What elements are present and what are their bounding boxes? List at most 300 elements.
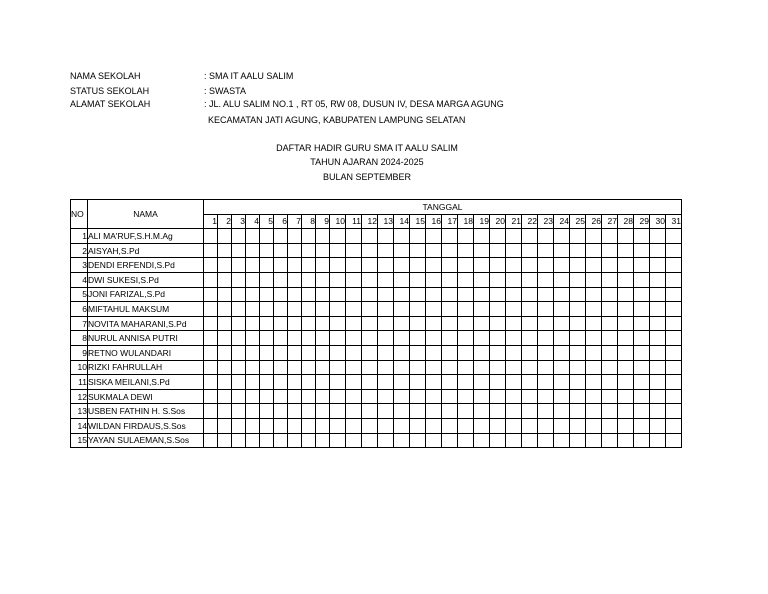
attendance-cell[interactable] bbox=[204, 229, 218, 244]
attendance-cell[interactable] bbox=[554, 316, 570, 331]
attendance-cell[interactable] bbox=[490, 258, 506, 273]
attendance-cell[interactable] bbox=[346, 433, 362, 448]
attendance-cell[interactable] bbox=[570, 433, 586, 448]
attendance-cell[interactable] bbox=[602, 375, 618, 390]
attendance-cell[interactable] bbox=[618, 404, 634, 419]
attendance-cell[interactable] bbox=[246, 345, 260, 360]
attendance-cell[interactable] bbox=[634, 389, 650, 404]
attendance-cell[interactable] bbox=[316, 258, 330, 273]
attendance-cell[interactable] bbox=[288, 272, 302, 287]
attendance-cell[interactable] bbox=[260, 433, 274, 448]
attendance-cell[interactable] bbox=[490, 404, 506, 419]
attendance-cell[interactable] bbox=[246, 389, 260, 404]
attendance-cell[interactable] bbox=[246, 433, 260, 448]
attendance-cell[interactable] bbox=[232, 287, 246, 302]
attendance-cell[interactable] bbox=[538, 331, 554, 346]
attendance-cell[interactable] bbox=[586, 229, 602, 244]
attendance-cell[interactable] bbox=[378, 375, 394, 390]
attendance-cell[interactable] bbox=[554, 360, 570, 375]
attendance-cell[interactable] bbox=[474, 302, 490, 317]
attendance-cell[interactable] bbox=[394, 360, 410, 375]
attendance-cell[interactable] bbox=[506, 345, 522, 360]
attendance-cell[interactable] bbox=[506, 360, 522, 375]
attendance-cell[interactable] bbox=[362, 316, 378, 331]
attendance-cell[interactable] bbox=[538, 229, 554, 244]
attendance-cell[interactable] bbox=[458, 302, 474, 317]
attendance-cell[interactable] bbox=[602, 302, 618, 317]
attendance-cell[interactable] bbox=[554, 418, 570, 433]
attendance-cell[interactable] bbox=[232, 360, 246, 375]
attendance-cell[interactable] bbox=[634, 331, 650, 346]
attendance-cell[interactable] bbox=[538, 375, 554, 390]
attendance-cell[interactable] bbox=[442, 375, 458, 390]
attendance-cell[interactable] bbox=[410, 404, 426, 419]
attendance-cell[interactable] bbox=[302, 302, 316, 317]
attendance-cell[interactable] bbox=[586, 360, 602, 375]
attendance-cell[interactable] bbox=[618, 389, 634, 404]
attendance-cell[interactable] bbox=[618, 243, 634, 258]
attendance-cell[interactable] bbox=[522, 389, 538, 404]
attendance-cell[interactable] bbox=[426, 375, 442, 390]
attendance-cell[interactable] bbox=[330, 433, 346, 448]
attendance-cell[interactable] bbox=[570, 418, 586, 433]
attendance-cell[interactable] bbox=[410, 229, 426, 244]
attendance-cell[interactable] bbox=[634, 433, 650, 448]
attendance-cell[interactable] bbox=[666, 331, 682, 346]
attendance-cell[interactable] bbox=[330, 258, 346, 273]
attendance-cell[interactable] bbox=[378, 389, 394, 404]
attendance-cell[interactable] bbox=[570, 360, 586, 375]
attendance-cell[interactable] bbox=[666, 302, 682, 317]
attendance-cell[interactable] bbox=[634, 229, 650, 244]
attendance-cell[interactable] bbox=[602, 243, 618, 258]
attendance-cell[interactable] bbox=[538, 418, 554, 433]
attendance-cell[interactable] bbox=[410, 272, 426, 287]
attendance-cell[interactable] bbox=[522, 287, 538, 302]
attendance-cell[interactable] bbox=[426, 345, 442, 360]
attendance-cell[interactable] bbox=[650, 331, 666, 346]
attendance-cell[interactable] bbox=[602, 229, 618, 244]
attendance-cell[interactable] bbox=[490, 433, 506, 448]
attendance-cell[interactable] bbox=[274, 360, 288, 375]
attendance-cell[interactable] bbox=[232, 258, 246, 273]
attendance-cell[interactable] bbox=[260, 345, 274, 360]
attendance-cell[interactable] bbox=[506, 418, 522, 433]
attendance-cell[interactable] bbox=[586, 345, 602, 360]
attendance-cell[interactable] bbox=[330, 345, 346, 360]
attendance-cell[interactable] bbox=[394, 316, 410, 331]
attendance-cell[interactable] bbox=[274, 287, 288, 302]
attendance-cell[interactable] bbox=[288, 433, 302, 448]
attendance-cell[interactable] bbox=[302, 258, 316, 273]
attendance-cell[interactable] bbox=[506, 229, 522, 244]
attendance-cell[interactable] bbox=[232, 433, 246, 448]
attendance-cell[interactable] bbox=[618, 272, 634, 287]
attendance-cell[interactable] bbox=[522, 331, 538, 346]
attendance-cell[interactable] bbox=[260, 404, 274, 419]
attendance-cell[interactable] bbox=[458, 229, 474, 244]
attendance-cell[interactable] bbox=[634, 272, 650, 287]
attendance-cell[interactable] bbox=[666, 258, 682, 273]
attendance-cell[interactable] bbox=[316, 316, 330, 331]
attendance-cell[interactable] bbox=[458, 433, 474, 448]
attendance-cell[interactable] bbox=[634, 243, 650, 258]
attendance-cell[interactable] bbox=[570, 287, 586, 302]
attendance-cell[interactable] bbox=[218, 287, 232, 302]
attendance-cell[interactable] bbox=[394, 243, 410, 258]
attendance-cell[interactable] bbox=[362, 418, 378, 433]
attendance-cell[interactable] bbox=[490, 316, 506, 331]
attendance-cell[interactable] bbox=[410, 433, 426, 448]
attendance-cell[interactable] bbox=[204, 331, 218, 346]
attendance-cell[interactable] bbox=[634, 375, 650, 390]
attendance-cell[interactable] bbox=[260, 316, 274, 331]
attendance-cell[interactable] bbox=[602, 404, 618, 419]
attendance-cell[interactable] bbox=[458, 345, 474, 360]
attendance-cell[interactable] bbox=[522, 229, 538, 244]
attendance-cell[interactable] bbox=[288, 302, 302, 317]
attendance-cell[interactable] bbox=[288, 360, 302, 375]
attendance-cell[interactable] bbox=[362, 272, 378, 287]
attendance-cell[interactable] bbox=[346, 272, 362, 287]
attendance-cell[interactable] bbox=[274, 258, 288, 273]
attendance-cell[interactable] bbox=[650, 316, 666, 331]
attendance-cell[interactable] bbox=[218, 302, 232, 317]
attendance-cell[interactable] bbox=[570, 302, 586, 317]
attendance-cell[interactable] bbox=[316, 360, 330, 375]
attendance-cell[interactable] bbox=[458, 316, 474, 331]
attendance-cell[interactable] bbox=[204, 345, 218, 360]
attendance-cell[interactable] bbox=[458, 258, 474, 273]
attendance-cell[interactable] bbox=[666, 433, 682, 448]
attendance-cell[interactable] bbox=[666, 287, 682, 302]
attendance-cell[interactable] bbox=[378, 360, 394, 375]
attendance-cell[interactable] bbox=[378, 287, 394, 302]
attendance-cell[interactable] bbox=[316, 243, 330, 258]
attendance-cell[interactable] bbox=[442, 360, 458, 375]
attendance-cell[interactable] bbox=[634, 404, 650, 419]
attendance-cell[interactable] bbox=[618, 316, 634, 331]
attendance-cell[interactable] bbox=[218, 418, 232, 433]
attendance-cell[interactable] bbox=[346, 287, 362, 302]
attendance-cell[interactable] bbox=[506, 316, 522, 331]
attendance-cell[interactable] bbox=[570, 331, 586, 346]
attendance-cell[interactable] bbox=[426, 243, 442, 258]
attendance-cell[interactable] bbox=[246, 258, 260, 273]
attendance-cell[interactable] bbox=[618, 375, 634, 390]
attendance-cell[interactable] bbox=[274, 331, 288, 346]
attendance-cell[interactable] bbox=[302, 229, 316, 244]
attendance-cell[interactable] bbox=[362, 258, 378, 273]
attendance-cell[interactable] bbox=[474, 418, 490, 433]
attendance-cell[interactable] bbox=[232, 316, 246, 331]
attendance-cell[interactable] bbox=[330, 229, 346, 244]
attendance-cell[interactable] bbox=[538, 243, 554, 258]
attendance-cell[interactable] bbox=[204, 404, 218, 419]
attendance-cell[interactable] bbox=[490, 418, 506, 433]
attendance-cell[interactable] bbox=[586, 433, 602, 448]
attendance-cell[interactable] bbox=[218, 272, 232, 287]
attendance-cell[interactable] bbox=[378, 404, 394, 419]
attendance-cell[interactable] bbox=[204, 243, 218, 258]
attendance-cell[interactable] bbox=[442, 302, 458, 317]
attendance-cell[interactable] bbox=[426, 404, 442, 419]
attendance-cell[interactable] bbox=[330, 404, 346, 419]
attendance-cell[interactable] bbox=[274, 433, 288, 448]
attendance-cell[interactable] bbox=[260, 331, 274, 346]
attendance-cell[interactable] bbox=[650, 389, 666, 404]
attendance-cell[interactable] bbox=[474, 375, 490, 390]
attendance-cell[interactable] bbox=[232, 345, 246, 360]
attendance-cell[interactable] bbox=[410, 360, 426, 375]
attendance-cell[interactable] bbox=[634, 316, 650, 331]
attendance-cell[interactable] bbox=[490, 389, 506, 404]
attendance-cell[interactable] bbox=[490, 287, 506, 302]
attendance-cell[interactable] bbox=[394, 404, 410, 419]
attendance-cell[interactable] bbox=[218, 360, 232, 375]
attendance-cell[interactable] bbox=[362, 243, 378, 258]
attendance-cell[interactable] bbox=[218, 243, 232, 258]
attendance-cell[interactable] bbox=[570, 375, 586, 390]
attendance-cell[interactable] bbox=[410, 258, 426, 273]
attendance-cell[interactable] bbox=[442, 316, 458, 331]
attendance-cell[interactable] bbox=[346, 375, 362, 390]
attendance-cell[interactable] bbox=[522, 404, 538, 419]
attendance-cell[interactable] bbox=[538, 272, 554, 287]
attendance-cell[interactable] bbox=[302, 243, 316, 258]
attendance-cell[interactable] bbox=[316, 433, 330, 448]
attendance-cell[interactable] bbox=[602, 433, 618, 448]
attendance-cell[interactable] bbox=[316, 389, 330, 404]
attendance-cell[interactable] bbox=[260, 389, 274, 404]
attendance-cell[interactable] bbox=[246, 418, 260, 433]
attendance-cell[interactable] bbox=[442, 418, 458, 433]
attendance-cell[interactable] bbox=[522, 302, 538, 317]
attendance-cell[interactable] bbox=[362, 287, 378, 302]
attendance-cell[interactable] bbox=[274, 375, 288, 390]
attendance-cell[interactable] bbox=[426, 331, 442, 346]
attendance-cell[interactable] bbox=[586, 272, 602, 287]
attendance-cell[interactable] bbox=[362, 433, 378, 448]
attendance-cell[interactable] bbox=[586, 316, 602, 331]
attendance-cell[interactable] bbox=[474, 316, 490, 331]
attendance-cell[interactable] bbox=[274, 272, 288, 287]
attendance-cell[interactable] bbox=[246, 243, 260, 258]
attendance-cell[interactable] bbox=[650, 287, 666, 302]
attendance-cell[interactable] bbox=[554, 258, 570, 273]
attendance-cell[interactable] bbox=[506, 331, 522, 346]
attendance-cell[interactable] bbox=[506, 302, 522, 317]
attendance-cell[interactable] bbox=[586, 404, 602, 419]
attendance-cell[interactable] bbox=[302, 404, 316, 419]
attendance-cell[interactable] bbox=[260, 287, 274, 302]
attendance-cell[interactable] bbox=[602, 360, 618, 375]
attendance-cell[interactable] bbox=[506, 375, 522, 390]
attendance-cell[interactable] bbox=[554, 287, 570, 302]
attendance-cell[interactable] bbox=[330, 243, 346, 258]
attendance-cell[interactable] bbox=[394, 229, 410, 244]
attendance-cell[interactable] bbox=[442, 404, 458, 419]
attendance-cell[interactable] bbox=[232, 272, 246, 287]
attendance-cell[interactable] bbox=[602, 287, 618, 302]
attendance-cell[interactable] bbox=[410, 389, 426, 404]
attendance-cell[interactable] bbox=[554, 272, 570, 287]
attendance-cell[interactable] bbox=[554, 331, 570, 346]
attendance-cell[interactable] bbox=[218, 331, 232, 346]
attendance-cell[interactable] bbox=[362, 375, 378, 390]
attendance-cell[interactable] bbox=[666, 418, 682, 433]
attendance-cell[interactable] bbox=[538, 302, 554, 317]
attendance-cell[interactable] bbox=[570, 229, 586, 244]
attendance-cell[interactable] bbox=[274, 345, 288, 360]
attendance-cell[interactable] bbox=[346, 302, 362, 317]
attendance-cell[interactable] bbox=[204, 316, 218, 331]
attendance-cell[interactable] bbox=[260, 302, 274, 317]
attendance-cell[interactable] bbox=[346, 316, 362, 331]
attendance-cell[interactable] bbox=[570, 345, 586, 360]
attendance-cell[interactable] bbox=[618, 258, 634, 273]
attendance-cell[interactable] bbox=[426, 360, 442, 375]
attendance-cell[interactable] bbox=[538, 316, 554, 331]
attendance-cell[interactable] bbox=[490, 375, 506, 390]
attendance-cell[interactable] bbox=[602, 345, 618, 360]
attendance-cell[interactable] bbox=[618, 418, 634, 433]
attendance-cell[interactable] bbox=[410, 331, 426, 346]
attendance-cell[interactable] bbox=[442, 272, 458, 287]
attendance-cell[interactable] bbox=[490, 272, 506, 287]
attendance-cell[interactable] bbox=[288, 345, 302, 360]
attendance-cell[interactable] bbox=[474, 287, 490, 302]
attendance-cell[interactable] bbox=[458, 331, 474, 346]
attendance-cell[interactable] bbox=[218, 345, 232, 360]
attendance-cell[interactable] bbox=[246, 229, 260, 244]
attendance-cell[interactable] bbox=[634, 345, 650, 360]
attendance-cell[interactable] bbox=[316, 404, 330, 419]
attendance-cell[interactable] bbox=[394, 287, 410, 302]
attendance-cell[interactable] bbox=[302, 433, 316, 448]
attendance-cell[interactable] bbox=[474, 345, 490, 360]
attendance-cell[interactable] bbox=[394, 418, 410, 433]
attendance-cell[interactable] bbox=[330, 360, 346, 375]
attendance-cell[interactable] bbox=[288, 418, 302, 433]
attendance-cell[interactable] bbox=[458, 360, 474, 375]
attendance-cell[interactable] bbox=[330, 331, 346, 346]
attendance-cell[interactable] bbox=[410, 287, 426, 302]
attendance-cell[interactable] bbox=[330, 287, 346, 302]
attendance-cell[interactable] bbox=[274, 229, 288, 244]
attendance-cell[interactable] bbox=[666, 389, 682, 404]
attendance-cell[interactable] bbox=[204, 360, 218, 375]
attendance-cell[interactable] bbox=[650, 345, 666, 360]
attendance-cell[interactable] bbox=[260, 243, 274, 258]
attendance-cell[interactable] bbox=[378, 433, 394, 448]
attendance-cell[interactable] bbox=[602, 272, 618, 287]
attendance-cell[interactable] bbox=[330, 302, 346, 317]
attendance-cell[interactable] bbox=[426, 287, 442, 302]
attendance-cell[interactable] bbox=[522, 272, 538, 287]
attendance-cell[interactable] bbox=[442, 243, 458, 258]
attendance-cell[interactable] bbox=[410, 345, 426, 360]
attendance-cell[interactable] bbox=[506, 243, 522, 258]
attendance-cell[interactable] bbox=[522, 243, 538, 258]
attendance-cell[interactable] bbox=[538, 389, 554, 404]
attendance-cell[interactable] bbox=[274, 389, 288, 404]
attendance-cell[interactable] bbox=[260, 229, 274, 244]
attendance-cell[interactable] bbox=[570, 316, 586, 331]
attendance-cell[interactable] bbox=[316, 375, 330, 390]
attendance-cell[interactable] bbox=[362, 360, 378, 375]
attendance-cell[interactable] bbox=[650, 229, 666, 244]
attendance-cell[interactable] bbox=[570, 243, 586, 258]
attendance-cell[interactable] bbox=[316, 272, 330, 287]
attendance-cell[interactable] bbox=[618, 287, 634, 302]
attendance-cell[interactable] bbox=[586, 331, 602, 346]
attendance-cell[interactable] bbox=[442, 389, 458, 404]
attendance-cell[interactable] bbox=[426, 316, 442, 331]
attendance-cell[interactable] bbox=[232, 389, 246, 404]
attendance-cell[interactable] bbox=[586, 287, 602, 302]
attendance-cell[interactable] bbox=[218, 258, 232, 273]
attendance-cell[interactable] bbox=[218, 389, 232, 404]
attendance-cell[interactable] bbox=[570, 258, 586, 273]
attendance-cell[interactable] bbox=[394, 389, 410, 404]
attendance-cell[interactable] bbox=[554, 389, 570, 404]
attendance-cell[interactable] bbox=[394, 375, 410, 390]
attendance-cell[interactable] bbox=[232, 404, 246, 419]
attendance-cell[interactable] bbox=[362, 229, 378, 244]
attendance-cell[interactable] bbox=[246, 287, 260, 302]
attendance-cell[interactable] bbox=[246, 404, 260, 419]
attendance-cell[interactable] bbox=[586, 258, 602, 273]
attendance-cell[interactable] bbox=[362, 331, 378, 346]
attendance-cell[interactable] bbox=[394, 302, 410, 317]
attendance-cell[interactable] bbox=[246, 331, 260, 346]
attendance-cell[interactable] bbox=[618, 345, 634, 360]
attendance-cell[interactable] bbox=[602, 389, 618, 404]
attendance-cell[interactable] bbox=[218, 404, 232, 419]
attendance-cell[interactable] bbox=[442, 287, 458, 302]
attendance-cell[interactable] bbox=[650, 418, 666, 433]
attendance-cell[interactable] bbox=[378, 316, 394, 331]
attendance-cell[interactable] bbox=[218, 433, 232, 448]
attendance-cell[interactable] bbox=[302, 418, 316, 433]
attendance-cell[interactable] bbox=[330, 389, 346, 404]
attendance-cell[interactable] bbox=[204, 287, 218, 302]
attendance-cell[interactable] bbox=[666, 316, 682, 331]
attendance-cell[interactable] bbox=[650, 360, 666, 375]
attendance-cell[interactable] bbox=[394, 433, 410, 448]
attendance-cell[interactable] bbox=[274, 418, 288, 433]
attendance-cell[interactable] bbox=[442, 258, 458, 273]
attendance-cell[interactable] bbox=[602, 258, 618, 273]
attendance-cell[interactable] bbox=[316, 331, 330, 346]
attendance-cell[interactable] bbox=[260, 258, 274, 273]
attendance-cell[interactable] bbox=[302, 316, 316, 331]
attendance-cell[interactable] bbox=[602, 316, 618, 331]
attendance-cell[interactable] bbox=[302, 375, 316, 390]
attendance-cell[interactable] bbox=[378, 229, 394, 244]
attendance-cell[interactable] bbox=[260, 418, 274, 433]
attendance-cell[interactable] bbox=[260, 272, 274, 287]
attendance-cell[interactable] bbox=[232, 375, 246, 390]
attendance-cell[interactable] bbox=[316, 229, 330, 244]
attendance-cell[interactable] bbox=[288, 404, 302, 419]
attendance-cell[interactable] bbox=[506, 389, 522, 404]
attendance-cell[interactable] bbox=[522, 258, 538, 273]
attendance-cell[interactable] bbox=[570, 389, 586, 404]
attendance-cell[interactable] bbox=[586, 302, 602, 317]
attendance-cell[interactable] bbox=[554, 404, 570, 419]
